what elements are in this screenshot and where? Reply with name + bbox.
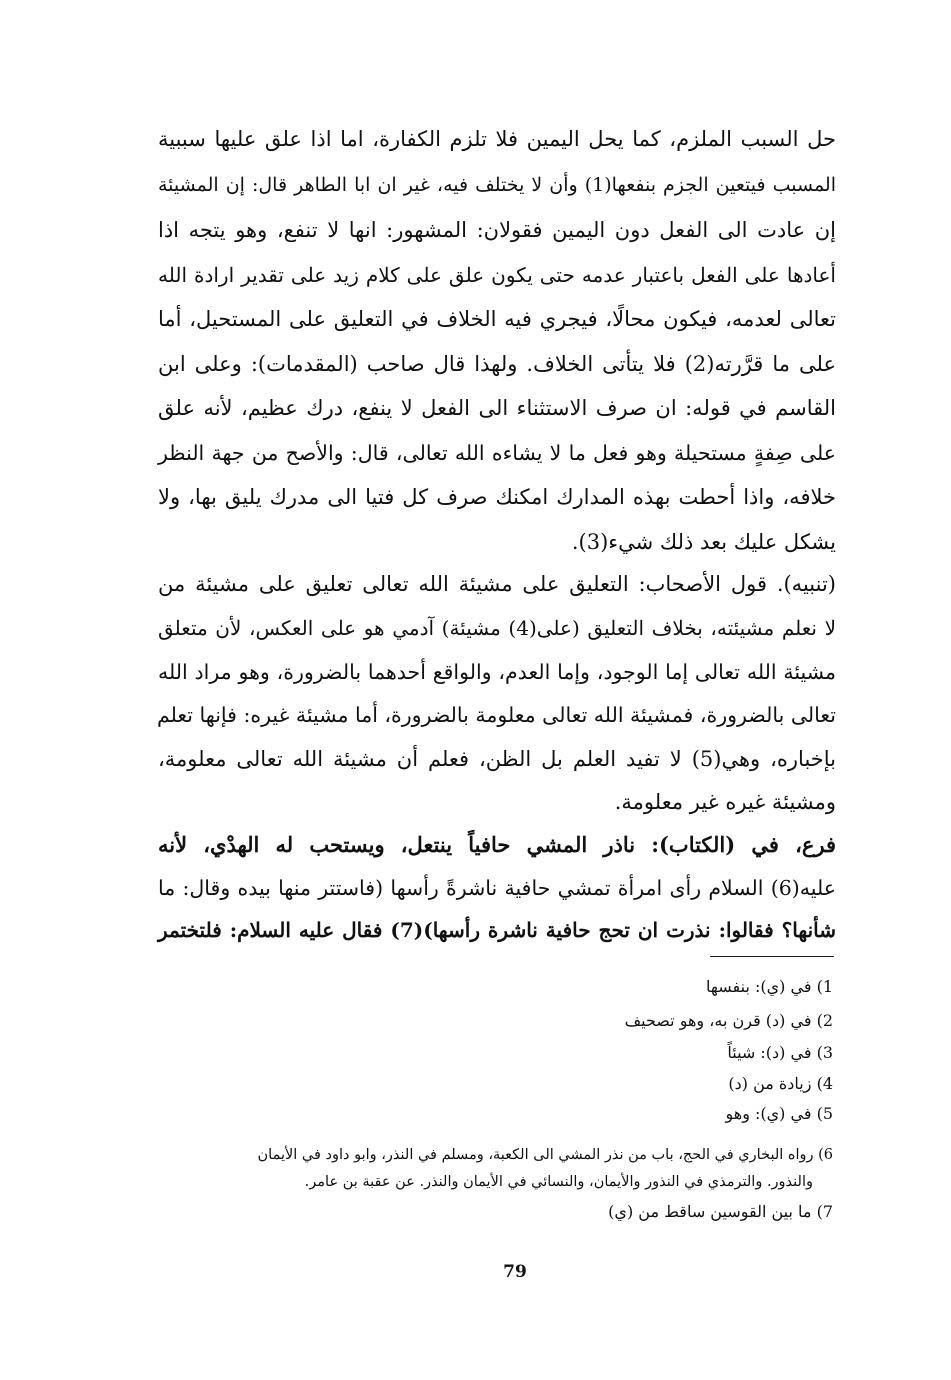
body-line: تعالى بالضرورة، فمشيئة الله تعالى معلومة بالضرورة، أما مشيئة غيره: فإنها تعلم — [156, 703, 836, 727]
footnote-divider — [710, 956, 834, 957]
body-line: يشكل عليك بعد ذلك شيء(3). — [571, 530, 836, 554]
body-line: (تنبيه). قول الأصحاب: التعليق على مشيئة الله تعالى تعليق على مشيئة من — [158, 572, 836, 596]
body-line: بإخباره، وهي(5) لا تفيد العلم بل الظن، فعلم أن مشيئة الله تعالى معلومة، — [158, 747, 836, 771]
body-line: إن عادت الى الفعل دون اليمين فقولان: المشهور: انها لا تنفع، وهو يتجه اذا — [158, 218, 836, 242]
body-line: على ما قرَّرته(2) فلا يتأتى الخلاف. ولهذا قال صاحب (المقدمات): وعلى ابن — [158, 352, 837, 376]
body-line: لا نعلم مشيئته، بخلاف التعليق (على(4) مشيئة) آدمي هو على العكس، لأن متعلق — [158, 616, 836, 640]
body-line: القاسم في قوله: ان صرف الاستثناء الى الفعل لا ينفع، درك عظيم، لأنه علق — [158, 396, 836, 420]
footnote: 1) في (ي): بنفسها — [706, 977, 833, 996]
body-line: تعالى لعدمه، فيكون محالًا، فيجري فيه الخلاف في التعليق على المستحيل، أما — [158, 307, 836, 331]
body-line: عليه(6) السلام رأى امرأة تمشي حافية ناشرةً رأسها (فاستتر منها بيده وقال: ما — [158, 876, 836, 900]
footnote: 4) زيادة من (د) — [728, 1074, 833, 1093]
body-line: فرع، في (الكتاب): ناذر المشي حافياً ينتعل، ويستحب له الهدْي، لأنه — [158, 832, 836, 857]
body-line: خلافه، واذا أحطت بهذه المدارك امكنك صرف كل فتيا الى مدرك يليق بها، ولا — [158, 485, 836, 509]
body-line: حل السبب الملزم، كما يحل اليمين فلا تلزم الكفارة، اما اذا علق عليها سببية — [158, 127, 836, 151]
footnote: 6) رواه البخاري في الحج، باب من نذر المشي الى الكعبة، ومسلم في النذر، وابو داود في الأيمان — [257, 1147, 833, 1163]
body-line: شأنها؟ فقالوا: نذرت ان تحج حافية ناشرة رأسها)(7) فقال عليه السلام: فلتختمر — [158, 918, 836, 942]
footnote: 3) في (د): شيئاً — [727, 1043, 833, 1062]
body-line: أعادها على الفعل باعتبار عدمه حتى يكون علق على كلام زيد على تقدير ارادة الله — [158, 263, 836, 287]
body-line: المسبب فيتعين الجزم بنفعها(1) وأن لا يختلف فيه، غير ان ابا الطاهر قال: إن المشيئة — [158, 174, 836, 196]
body-line: مشيئة الله تعالى إما الوجود، وإما العدم، والواقع أحدهما بالضرورة، وهو مراد الله — [158, 660, 836, 684]
footnote: 5) في (ي): وهو — [725, 1104, 833, 1123]
footnote: 2) في (د) قرن به، وهو تصحيف — [624, 1011, 833, 1030]
footnote: والنذور. والترمذي في النذور والأيمان، والنسائي في الأيمان والنذر. عن عقبة بن عامر. — [304, 1174, 813, 1190]
body-line: ومشيئة غيره غير معلومة. — [614, 790, 836, 814]
footnote: 7) ما بين القوسين ساقط من (ي) — [608, 1202, 833, 1221]
body-line: على صِفةٍ مستحيلة وهو فعل ما لا يشاءه الله تعالى، قال: والأصح من جهة النظر — [158, 441, 836, 465]
page-number: 79 — [503, 1262, 527, 1282]
